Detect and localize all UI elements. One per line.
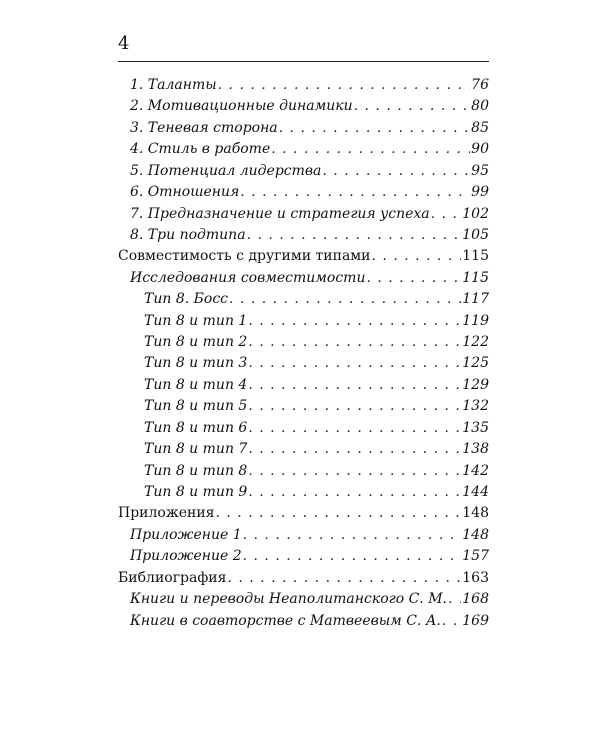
- toc-entry-title: Тип 8 и тип 1: [144, 312, 248, 329]
- header-rule: [118, 61, 489, 62]
- toc-entry-page: 135: [462, 419, 489, 436]
- dot-leader: [372, 246, 462, 267]
- toc-entry-page: 142: [462, 462, 489, 479]
- toc-entry: [118, 268, 489, 289]
- toc-entry-title: 3. Теневая сторона: [130, 119, 278, 136]
- toc-entry-page: 76: [471, 77, 489, 93]
- toc-entry-page: 129: [462, 376, 489, 393]
- dot-leader: [227, 568, 461, 589]
- toc-entry: [118, 75, 489, 96]
- toc-entry-page: 105: [462, 226, 489, 243]
- dot-leader: [279, 118, 471, 139]
- dot-leader: [218, 75, 471, 96]
- toc-entry: [118, 418, 489, 439]
- toc-entry: [118, 611, 489, 632]
- toc-entry-title: Приложение 1: [130, 526, 242, 543]
- toc-entry-title: 7. Предназначение и стратегия успеха: [130, 205, 430, 222]
- toc-entry: [118, 503, 489, 524]
- dot-leader: [215, 503, 461, 524]
- toc-entry-title: Тип 8 и тип 4: [144, 376, 248, 393]
- toc-entry: [118, 461, 489, 482]
- toc-entry-title: Тип 8 и тип 2: [144, 334, 248, 351]
- dot-leader: [248, 332, 461, 353]
- toc-entry-title: Тип 8 и тип 9: [144, 484, 248, 501]
- toc-entry-title: 6. Отношения: [130, 184, 240, 201]
- toc-entry-page: 132: [462, 398, 489, 415]
- page-number: 4: [118, 33, 130, 54]
- toc-entry: [118, 589, 489, 610]
- toc-entry-page: 168: [462, 591, 489, 608]
- dot-leader: [240, 182, 470, 203]
- dot-leader: [431, 204, 462, 225]
- toc-entry-page: 115: [462, 248, 489, 265]
- toc-entry-page: 138: [462, 441, 489, 458]
- toc-entry-page: 95: [471, 162, 489, 179]
- toc-entry-page: 119: [462, 312, 489, 329]
- toc-entry-title: Книги и переводы Неаполитанского С. М.: [130, 591, 447, 608]
- dot-leader: [247, 225, 462, 246]
- dot-leader: [366, 268, 461, 289]
- toc-entry-title: Тип 8 и тип 3: [144, 355, 248, 372]
- toc-entry-title: Приложение 2: [130, 548, 242, 565]
- dot-leader: [448, 589, 461, 610]
- toc-entry-page: 115: [462, 269, 489, 286]
- dot-leader: [248, 418, 461, 439]
- dot-leader: [248, 396, 461, 417]
- toc-entry: [118, 482, 489, 503]
- toc-entry: [118, 375, 489, 396]
- toc-entry: [118, 546, 489, 567]
- toc-entry-page: 169: [462, 612, 489, 629]
- toc-entry-page: 157: [462, 548, 489, 565]
- toc-entry-page: 122: [462, 334, 489, 351]
- toc-entry-page: 117: [462, 291, 489, 308]
- table-of-contents: [118, 75, 489, 632]
- dot-leader: [442, 611, 461, 632]
- toc-entry: [118, 353, 489, 374]
- dot-leader: [248, 482, 461, 503]
- toc-entry: [118, 568, 489, 589]
- dot-leader: [229, 289, 461, 310]
- toc-entry: [118, 439, 489, 460]
- toc-entry: [118, 246, 489, 267]
- toc-entry-title: 5. Потенциал лидерства: [130, 162, 322, 179]
- toc-entry-page: 144: [462, 484, 489, 501]
- dot-leader: [248, 461, 461, 482]
- toc-entry-title: Приложения: [118, 505, 215, 522]
- toc-entry-title: 4. Стиль в работе: [130, 141, 271, 158]
- toc-entry-title: Тип 8. Босс: [144, 291, 229, 308]
- dot-leader: [322, 161, 470, 182]
- toc-entry: [118, 396, 489, 417]
- toc-entry: [118, 96, 489, 117]
- toc-entry: [118, 204, 489, 225]
- toc-entry-page: 90: [471, 141, 489, 158]
- toc-entry: [118, 225, 489, 246]
- toc-entry-page: 80: [471, 98, 489, 115]
- toc-entry-page: 148: [462, 526, 489, 543]
- toc-entry-title: Библиография: [118, 569, 227, 586]
- dot-leader: [248, 375, 461, 396]
- dot-leader: [271, 139, 470, 160]
- toc-entry-title: 1. Таланты: [130, 77, 217, 93]
- toc-entry-page: 102: [462, 205, 489, 222]
- toc-entry-title: Тип 8 и тип 7: [144, 441, 248, 458]
- toc-entry: [118, 161, 489, 182]
- toc-entry: [118, 332, 489, 353]
- toc-entry-title: 2. Мотивационные динамики: [130, 98, 353, 115]
- toc-entry-page: 125: [462, 355, 489, 372]
- toc-entry-page: 148: [462, 505, 489, 522]
- toc-entry: [118, 289, 489, 310]
- toc-entry-title: 8. Три подтипа: [130, 226, 246, 243]
- dot-leader: [354, 96, 471, 117]
- toc-entry-page: 85: [471, 119, 489, 136]
- toc-entry-title: Тип 8 и тип 5: [144, 398, 248, 415]
- dot-leader: [243, 525, 462, 546]
- toc-entry-title: Тип 8 и тип 6: [144, 419, 248, 436]
- toc-entry-title: Исследования совместимости: [130, 269, 366, 286]
- toc-entry: [118, 182, 489, 203]
- toc-entry-title: Тип 8 и тип 8: [144, 462, 248, 479]
- toc-entry-title: Книги в соавторстве с Матвеевым С. А.: [130, 612, 441, 629]
- dot-leader: [243, 546, 462, 567]
- toc-entry-page: 99: [471, 184, 489, 201]
- toc-entry-title: Совместимость с другими типами: [118, 248, 371, 265]
- dot-leader: [248, 439, 461, 460]
- toc-entry: [118, 311, 489, 332]
- toc-entry: [118, 139, 489, 160]
- toc-entry: [118, 118, 489, 139]
- dot-leader: [248, 353, 461, 374]
- toc-entry-page: 163: [462, 569, 489, 586]
- dot-leader: [248, 311, 461, 332]
- toc-entry: [118, 525, 489, 546]
